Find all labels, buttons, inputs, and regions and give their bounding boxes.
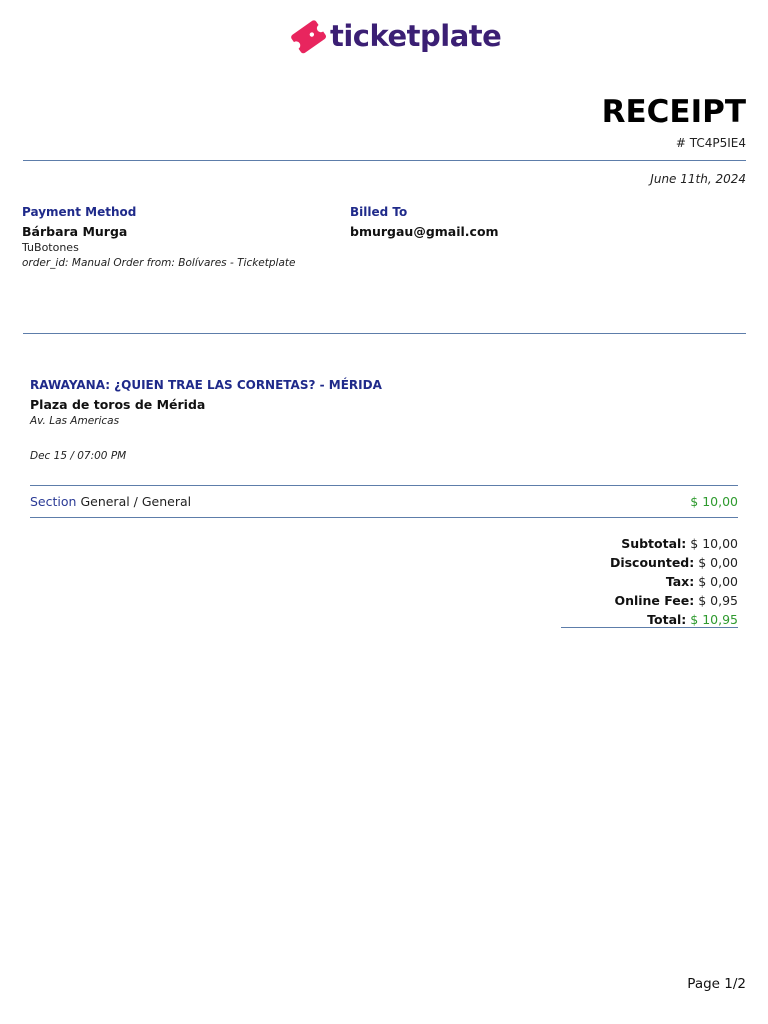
online-fee-value: $ 0,95: [698, 593, 738, 608]
venue-address: Av. Las Americas: [30, 415, 120, 427]
brand-name: ticketplate: [330, 19, 502, 53]
divider: [30, 485, 738, 486]
divider: [23, 333, 746, 334]
discounted-label: Discounted:: [609, 555, 695, 570]
ticket-logo-icon: [288, 16, 328, 56]
receipt-date: June 11th, 2024: [650, 172, 746, 186]
online-fee-row: [610, 591, 738, 610]
discounted-value: $ 0,00: [698, 555, 738, 570]
subtotal-label: Subtotal:: [621, 536, 687, 551]
online-fee-label: Online Fee:: [614, 593, 695, 608]
venue-name: Plaza de toros de Mérida: [30, 397, 206, 412]
line-item-price: $ 10,00: [690, 494, 738, 509]
line-item-row: [30, 494, 738, 509]
divider: [23, 160, 746, 161]
event-datetime: Dec 15 / 07:00 PM: [30, 450, 127, 462]
subtotal-row: [610, 534, 738, 553]
event-title: RAWAYANA: ¿QUIEN TRAE LAS CORNETAS? - MÉRIDA: [30, 378, 382, 392]
section-value: General / General: [80, 494, 192, 509]
divider: [561, 627, 738, 628]
payer-company: TuBotones: [22, 241, 79, 254]
total-value: $ 10,95: [690, 612, 738, 627]
billed-to-email: bmurgau@gmail.com: [350, 224, 499, 239]
section-label: Section: [30, 494, 77, 509]
receipt-title: RECEIPT: [601, 94, 746, 130]
brand-logo: [288, 14, 501, 58]
payment-method-label: Payment Method: [22, 205, 137, 219]
tax-row: [610, 572, 738, 591]
totals-summary: [610, 534, 738, 629]
divider: [30, 517, 738, 518]
discounted-row: [610, 553, 738, 572]
payer-name: Bárbara Murga: [22, 224, 128, 239]
receipt-number: # TC4P5IE4: [675, 136, 746, 150]
page-number: Page 1/2: [687, 976, 746, 992]
subtotal-value: $ 10,00: [690, 536, 738, 551]
line-item-section: [30, 494, 191, 509]
total-label: Total:: [647, 612, 687, 627]
order-id: order_id: Manual Order from: Bolívares - Ticketplate: [22, 257, 296, 269]
tax-label: Tax:: [665, 574, 695, 589]
tax-value: $ 0,00: [698, 574, 738, 589]
billed-to-label: Billed To: [350, 205, 408, 219]
